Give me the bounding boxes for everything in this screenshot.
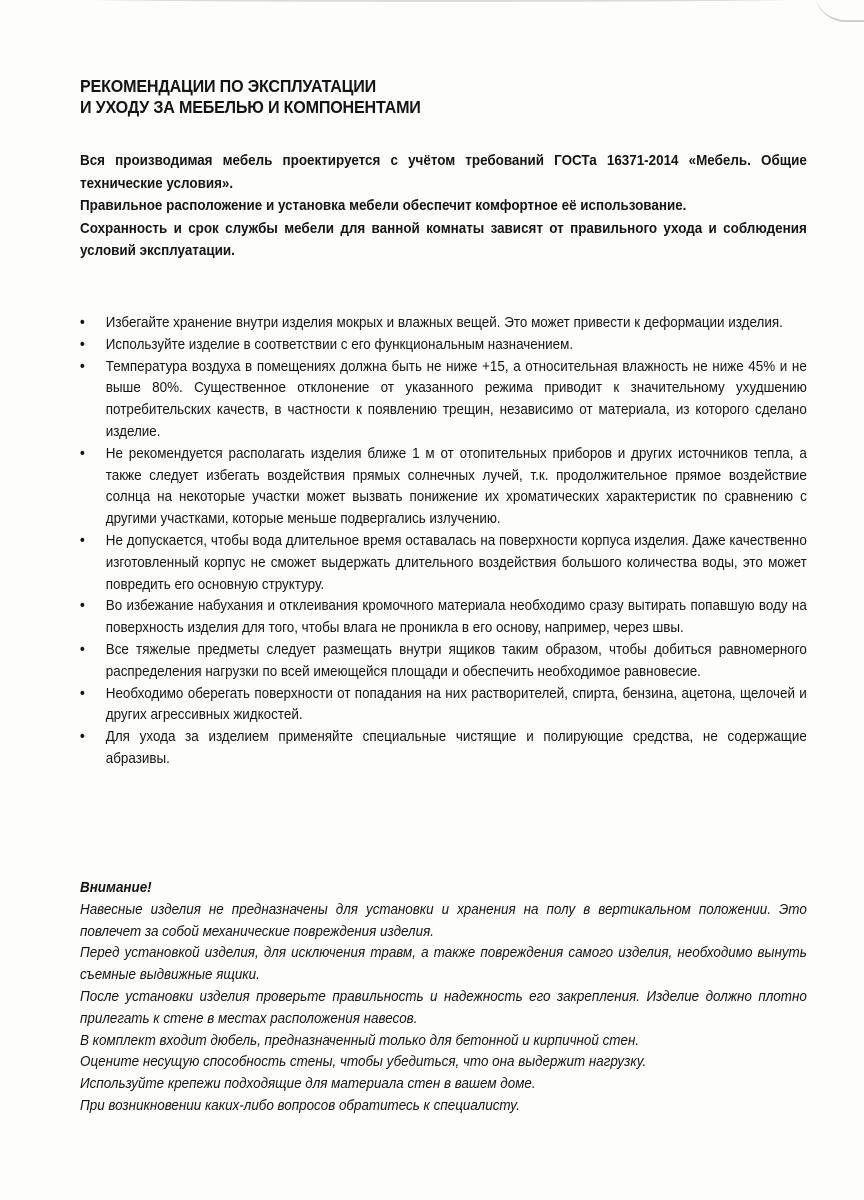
warning-line: После установки изделия проверьте правильность и надежность его закрепления. Изделие должно плотно прилегать к стене в местах расположения навесов. <box>80 988 807 1027</box>
bullet-icon: • <box>80 641 85 658</box>
page-corner-curl <box>814 0 864 22</box>
bullet-icon: • <box>80 598 85 615</box>
intro-paragraph <box>80 150 807 263</box>
warning-line: Используйте крепежи подходящие для материала стен в вашем доме. <box>80 1076 536 1093</box>
intro-line: Правильное расположение и установка мебели обеспечит комфортное её использование. <box>80 198 687 214</box>
list-item-text: Во избежание набухания и отклеивания кромочного материала необходимо сразу вытирать попавшую воду на поверхность изделия для того, чтобы влага не проникла в его основу, например, через швы. <box>105 598 807 637</box>
list-item <box>80 684 807 728</box>
list-item <box>80 357 807 444</box>
bullet-icon: • <box>80 685 85 702</box>
warning-line: Оцените несущую способность стены, чтобы убедиться, что она выдержит нагрузку. <box>80 1054 647 1071</box>
list-item <box>80 313 807 335</box>
intro-line: Сохранность и срок службы мебели для ванной комнаты зависят от правильного ухода и соблюдения условий эксплуатации. <box>80 220 807 259</box>
intro-line: Вся производимая мебель проектируется с учётом требований ГОСТа 16371-2014 «Мебель. Общие технические условия». <box>80 153 807 192</box>
title-line: РЕКОМЕНДАЦИИ ПО ЭКСПЛУАТАЦИИ <box>80 76 377 96</box>
scanned-page-edge <box>40 0 844 2</box>
list-item <box>80 640 807 684</box>
list-item-text: Не рекомендуется располагать изделия ближе 1 м от отопительных приборов и других источников тепла, а также следует избегать воздействия прямых солнечных лучей, т.к. продолжительное прямое воздействие солнца на некоторые участки может вызвать понижение их хроматических характеристик по сравнению с другими участками, которые меньше подвергались излучению. <box>105 445 807 528</box>
bullet-icon: • <box>80 336 85 353</box>
warning-section <box>80 878 807 1118</box>
bullet-icon: • <box>80 315 85 331</box>
list-item <box>80 335 807 357</box>
list-item <box>80 596 807 640</box>
list-item <box>80 727 807 771</box>
list-item-text: Температура воздуха в помещениях должна быть не ниже +15, а относительная влажность не ниже 45% и не выше 80%. Существенное отклонение от указанного режима приводит к значительному ухудшению потребительских качеств, в частности к появлению трещин, независимо от материала, из которого сделано изделие. <box>105 358 807 440</box>
warning-line: При возникновении каких-либо вопросов обратитесь к специалисту. <box>80 1097 520 1114</box>
bullet-icon: • <box>80 729 85 746</box>
warning-line: Навесные изделия не предназначены для установки и хранения на полу в вертикальном положении. Это повлечет за собой механические повреждения изделия. <box>80 901 807 940</box>
warning-line: В комплект входит дюбель, предназначенный только для бетонной и кирпичной стен. <box>80 1032 640 1049</box>
list-item-text: Используйте изделие в соответствии с его функциональным назначением. <box>105 336 574 353</box>
list-item <box>80 531 807 596</box>
recommendations-list <box>80 313 807 771</box>
list-item-text: Все тяжелые предметы следует размещать внутри ящиков таким образом, чтобы добиться равномерного распределения нагрузки по всей имеющейся площади и обеспечить необходимое равновесие. <box>105 641 807 680</box>
document-title <box>80 76 421 118</box>
bullet-icon: • <box>80 532 85 549</box>
list-item-text: Избегайте хранение внутри изделия мокрых и влажных вещей. Это может привести к деформации изделия. <box>105 315 783 331</box>
title-line: И УХОДУ ЗА МЕБЕЛЬЮ И КОМПОНЕНТАМИ <box>80 97 421 117</box>
warning-line: Перед установкой изделия, для исключения травм, а также повреждения самого изделия, необходимо вынуть съемные выдвижные ящики. <box>80 945 807 984</box>
bullet-icon: • <box>80 358 85 375</box>
warning-heading: Внимание! <box>80 880 152 896</box>
list-item-text: Для ухода за изделием применяйте специальные чистящие и полирующие средства, не содержащие абразивы. <box>105 729 807 767</box>
list-item <box>80 444 807 531</box>
list-item-text: Необходимо оберегать поверхности от попадания на них растворителей, спирта, бензина, ацетона, щелочей и других агрессивных жидкостей. <box>105 685 807 724</box>
list-item-text: Не допускается, чтобы вода длительное время оставалась на поверхности корпуса изделия. Даже качественно изготовленный корпус не сможет выдержать длительного воздействия большого количества воды, это может повредить его основную структуру. <box>105 532 807 593</box>
bullet-icon: • <box>80 445 85 462</box>
